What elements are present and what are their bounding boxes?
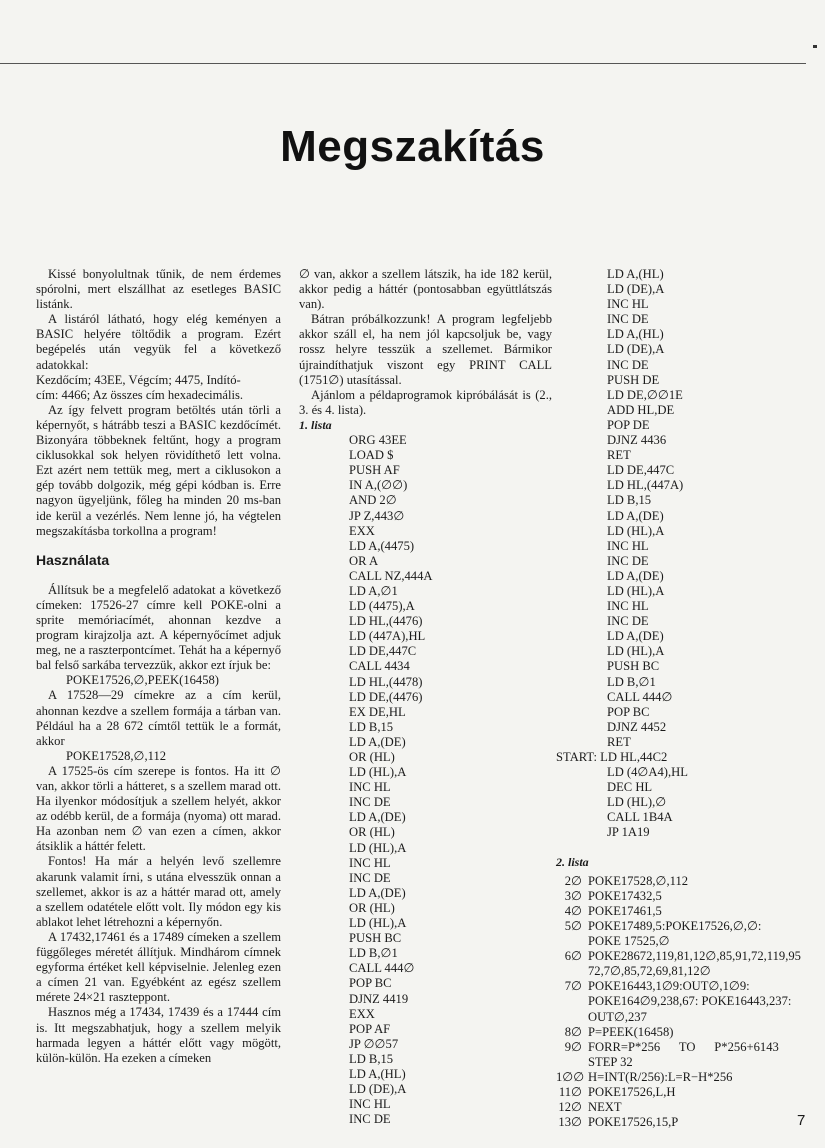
code-line: DEC HL	[607, 780, 653, 795]
col2-paragraph-2: Bátran próbálkozzunk! A program legfeljebb akkor száll el, ha nem jól kapcsoljuk be, vagy rossz helyre tesszük a szellemet. Bármikor újraindíthatjuk viszont egy PRINT CALL (1751∅) utasítással.	[299, 312, 552, 387]
basic-line	[556, 1100, 818, 1115]
list-1-code-continued	[556, 267, 818, 841]
basic-line-number	[556, 1055, 588, 1070]
code-line: LOAD $	[349, 448, 394, 463]
code-line: LD (DE),A	[349, 1082, 407, 1097]
code-line: INC DE	[349, 1112, 391, 1127]
code-line: LD HL,(447A)	[607, 478, 684, 493]
code-line: LD A,(DE)	[349, 810, 406, 825]
code-line: INC DE	[349, 870, 391, 885]
code-line: INC HL	[607, 599, 649, 614]
section-heading: Használata	[36, 551, 110, 568]
basic-line-number: 11∅	[558, 1084, 582, 1099]
code-line: LD B,∅1	[349, 946, 398, 961]
code-line: ORG 43EE	[349, 433, 407, 448]
column-3	[556, 267, 818, 1130]
code-line: DJNZ 4452	[607, 719, 667, 734]
code-line: LD B,15	[607, 493, 652, 508]
basic-line-text: P=PEEK(16458)	[588, 1024, 674, 1039]
poke-example-2: POKE17528,∅,112	[66, 748, 167, 763]
code-line: INC DE	[607, 614, 649, 629]
code-line: POP DE	[607, 417, 650, 432]
code-line: ADD HL,DE	[607, 402, 675, 417]
basic-line-number: 12∅	[558, 1100, 582, 1115]
basic-line	[556, 874, 818, 889]
list-2-code	[556, 874, 818, 1131]
code-line: RET	[607, 734, 631, 749]
address-line-2: cím: 4466; Az összes cím hexadecimális.	[36, 387, 244, 402]
code-line: IN A,(∅∅)	[349, 478, 408, 493]
basic-line-number: 1∅∅	[556, 1069, 585, 1084]
code-line: JP 1A19	[607, 825, 650, 840]
basic-line-number: 13∅	[558, 1115, 582, 1130]
basic-line	[556, 1085, 818, 1100]
usage-paragraph-5: A 17432,17461 és a 17489 címeken a szellem függőleges méretét állítjuk. Mindhárom címnek egyforma értéket kell képviselnie. Jelenleg ezen a címen 21 van. Egyébként az egész szellem mérete 24×21 rasztерpont.	[36, 929, 281, 1005]
code-line: LD DE,447C	[607, 463, 675, 478]
page-number: 7	[797, 1112, 806, 1129]
basic-line-text: POKE17528,∅,112	[588, 873, 689, 888]
basic-line-number	[556, 964, 588, 979]
code-line: CALL 444∅	[607, 689, 673, 704]
code-line: LD HL,(4476)	[349, 614, 423, 629]
column-2	[299, 267, 552, 1127]
usage-paragraph-3: A 17525-ös cím szerepe is fontos. Ha itt ∅ van, akkor törli a hátteret, s a szellem marad ott. Ha ilyenkor módosítjuk a szellem helyét, akkor az odébb kerül, de a formája (nyoma) ott marad. Ha azonban nem ∅ van ezen a címen, akkor átsiklik a háttér felett.	[36, 763, 281, 854]
code-line: LD DE,(4476)	[349, 689, 423, 704]
code-line: LD A,(HL)	[349, 1066, 406, 1081]
list-1-label: 1. lista	[299, 417, 332, 432]
list-2-label: 2. lista	[556, 854, 589, 869]
basic-line	[556, 889, 818, 904]
basic-line	[556, 904, 818, 919]
usage-paragraph-6: Hasznos még a 17434, 17439 és a 17444 cím is. Itt megszabhatjuk, hogy a szellem melyik harmada legyen a háttér előtt vagy mögött, külön-külön. Ha ezeken a címeken	[36, 1005, 281, 1065]
code-line: START: LD HL,44C2	[556, 750, 668, 764]
basic-line-number: 7∅	[564, 979, 582, 994]
code-line: INC HL	[607, 297, 649, 312]
code-line: POP AF	[349, 1021, 391, 1036]
basic-line-text: OUT∅,237	[588, 1009, 647, 1024]
basic-line-number	[556, 934, 588, 949]
basic-line-text: H=INT(R/256):L=R−H*256	[588, 1069, 733, 1084]
code-line: LD (4∅A4),HL	[607, 765, 688, 780]
code-line: LD A,(DE)	[607, 629, 664, 644]
col2-paragraph-1: ∅ van, akkor a szellem látszik, ha ide 182 kerül, akkor pedig a háttér (pontosabban együttlátszás van).	[299, 267, 552, 312]
top-rule	[0, 63, 806, 64]
code-line: PUSH BC	[349, 931, 402, 946]
basic-line	[556, 1115, 818, 1130]
basic-line	[556, 934, 818, 949]
basic-line-text: NEXT	[588, 1100, 622, 1115]
code-line: LD A,(DE)	[607, 508, 664, 523]
code-line: POP BC	[607, 704, 650, 719]
address-line-1: Kezdőcím; 43EE, Végcím; 4475, Indító-	[36, 372, 241, 387]
usage-paragraph-4: Fontos! Ha már a helyén levő szellemre akarunk valamit írni, s utána elvesszük onnan a szellemet, akkor is az a háttér marad ott, amely a szellem odatétele előtt volt. Ily módon egy kis ablakot lehet létrehozni a képernyőn.	[36, 854, 281, 929]
usage-paragraph-2: A 17528—29 címekre az a cím kerül, ahonnan kezdve a szellem formája a tárban van. Például ha a 28 672 címtől tettük le a formát, akkor	[36, 688, 281, 748]
basic-line	[556, 1010, 818, 1025]
code-line: LD (HL),A	[349, 765, 407, 780]
basic-line-number: 5∅	[564, 918, 582, 933]
code-line: INC DE	[607, 553, 649, 568]
code-line: LD B,15	[349, 1051, 394, 1066]
basic-line-number: 3∅	[564, 888, 582, 903]
basic-line-text: POKE28672,119,81,12∅,85,91,72,119,95	[588, 949, 801, 964]
code-line: LD A,(DE)	[349, 734, 406, 749]
basic-line-text: POKE17489,5:POKE17526,∅,∅:	[588, 918, 762, 933]
code-line: LD A,∅1	[349, 583, 398, 598]
code-line: INC HL	[349, 855, 391, 870]
code-line: LD HL,(4478)	[349, 674, 423, 689]
code-line: EX DE,HL	[349, 704, 406, 719]
basic-line	[556, 1070, 818, 1085]
basic-line-text: POKE 17525,∅	[588, 934, 670, 949]
code-line: LD A,(DE)	[607, 568, 664, 583]
basic-line	[556, 949, 818, 964]
basic-line	[556, 964, 818, 979]
code-line: POP BC	[349, 976, 392, 991]
basic-line-text: POKE16443,1∅9:OUT∅,1∅9:	[588, 979, 750, 994]
code-line: LD B,15	[349, 719, 394, 734]
basic-line	[556, 919, 818, 934]
code-line: LD (447A),HL	[349, 629, 426, 644]
code-line: CALL 444∅	[349, 961, 415, 976]
code-line: DJNZ 4436	[607, 433, 667, 448]
code-line: EXX	[349, 523, 375, 538]
code-line: OR (HL)	[349, 750, 395, 764]
basic-line	[556, 994, 818, 1009]
intro-paragraph-1: Kissé bonyolultnak tűnik, de nem érdemes spórolni, mert elszállhat az esetleges BASIC listánk.	[36, 267, 281, 312]
code-line: PUSH BC	[607, 659, 660, 674]
code-line: LD B,∅1	[607, 674, 656, 689]
basic-line-number: 9∅	[564, 1039, 582, 1054]
basic-line-number: 6∅	[564, 949, 582, 964]
column-1	[36, 267, 281, 1066]
basic-line-number: 2∅	[564, 873, 582, 888]
code-line: LD (4475),A	[349, 599, 415, 614]
code-line: RET	[607, 448, 631, 463]
code-line: PUSH DE	[607, 372, 660, 387]
code-line: LD DE,∅∅1E	[607, 387, 683, 402]
code-line: LD A,(HL)	[607, 327, 664, 342]
basic-line	[556, 1025, 818, 1040]
code-line: DJNZ 4419	[349, 991, 409, 1006]
intro-paragraph-3: Az így felvett program betöltés után törli a képernyőt, s hátrább teszi a BASIC kezdőcímét. Bizonyára többeknek feltűnt, hogy a program ciklusokkal sok helyen rövidíthető lett volna. Ezt azért nem tettük meg, mert a ciklusokon a gép tovább dolgozik, még gépi kódban is. Erre nagyon ügyeljünk, főleg ha minden 20 ms-ban ide kerül a vezérlés. Nem lenne jó, ha végtelen megszakításba torkollna a program!	[36, 402, 281, 538]
ink-speck	[813, 45, 817, 48]
basic-line-text: 72,7∅,85,72,69,81,12∅	[588, 964, 711, 979]
code-line: JP Z,443∅	[349, 508, 405, 523]
basic-line-text: POKE17526,L,H	[588, 1084, 676, 1099]
code-line: LD (DE),A	[607, 342, 665, 357]
code-line: LD (DE),A	[607, 282, 665, 297]
code-line: CALL 4434	[349, 659, 410, 674]
basic-line	[556, 1055, 818, 1070]
basic-line-number: 8∅	[564, 1024, 582, 1039]
basic-line-text: FORR=P*256 TO P*256+6143	[588, 1039, 779, 1054]
col2-paragraph-3: Ajánlom a példaprogramok kipróbálását is (2., 3. és 4. lista).	[299, 387, 552, 417]
code-line: INC DE	[607, 312, 649, 327]
code-line: CALL NZ,444A	[349, 568, 433, 583]
basic-line-text: POKE164∅9,238,67: POKE16443,237:	[588, 994, 792, 1009]
basic-line-text: POKE17461,5	[588, 903, 662, 918]
code-line: JP ∅∅57	[349, 1036, 399, 1051]
page-title: Megszakítás	[280, 122, 545, 171]
code-line: INC HL	[607, 538, 649, 553]
basic-line-text: POKE17526,15,P	[588, 1115, 679, 1130]
basic-line	[556, 979, 818, 994]
code-line: INC DE	[607, 357, 649, 372]
usage-paragraph-1: Állítsuk be a megfelelő adatokat a következő címeken: 17526-27 címre kell POKE-olni a sprite memóriacímét, ahonnan kezdve a program kirajzolja azt. A képernyőcímet adjuk meg, ne a raszterpontcímet. Tehát ha a képernyő bal felső sarkába tervezzük, akkor ezt írjuk be:	[36, 582, 281, 673]
poke-example-1: POKE17526,∅,PEEK(16458)	[66, 673, 219, 688]
code-line: LD A,(HL)	[607, 267, 664, 281]
code-line: AND 2∅	[349, 493, 397, 508]
code-line: LD DE,447C	[349, 644, 417, 659]
basic-line	[556, 1040, 818, 1055]
basic-line-number	[556, 1010, 588, 1025]
code-line: LD (HL),A	[607, 523, 665, 538]
code-line: EXX	[349, 1006, 375, 1021]
code-line: INC HL	[349, 1097, 391, 1112]
code-line: CALL 1B4A	[607, 810, 673, 825]
basic-line-number: 4∅	[564, 903, 582, 918]
list-1-code	[299, 433, 552, 1127]
code-line: INC HL	[349, 780, 391, 795]
code-line: LD (HL),∅	[607, 795, 667, 810]
code-line: OR A	[349, 553, 379, 568]
code-line: LD (HL),A	[607, 644, 665, 659]
basic-line-text: STEP 32	[588, 1054, 633, 1069]
code-line: INC DE	[349, 795, 391, 810]
code-line: LD A,(4475)	[349, 538, 415, 553]
code-line: OR (HL)	[349, 900, 395, 915]
basic-line-number	[556, 994, 588, 1009]
intro-paragraph-2: A listáról látható, hogy elég keményen a BASIC helyére töltődik a program. Ezért begépelés után vegyük fel a következő adatokkal:	[36, 312, 281, 372]
code-line: LD A,(DE)	[349, 885, 406, 900]
code-line: LD (HL),A	[349, 840, 407, 855]
code-line: OR (HL)	[349, 825, 395, 840]
basic-line-text: POKE17432,5	[588, 888, 662, 903]
code-line: PUSH AF	[349, 463, 400, 478]
code-line: LD (HL),A	[349, 916, 407, 931]
code-line: LD (HL),A	[607, 583, 665, 598]
